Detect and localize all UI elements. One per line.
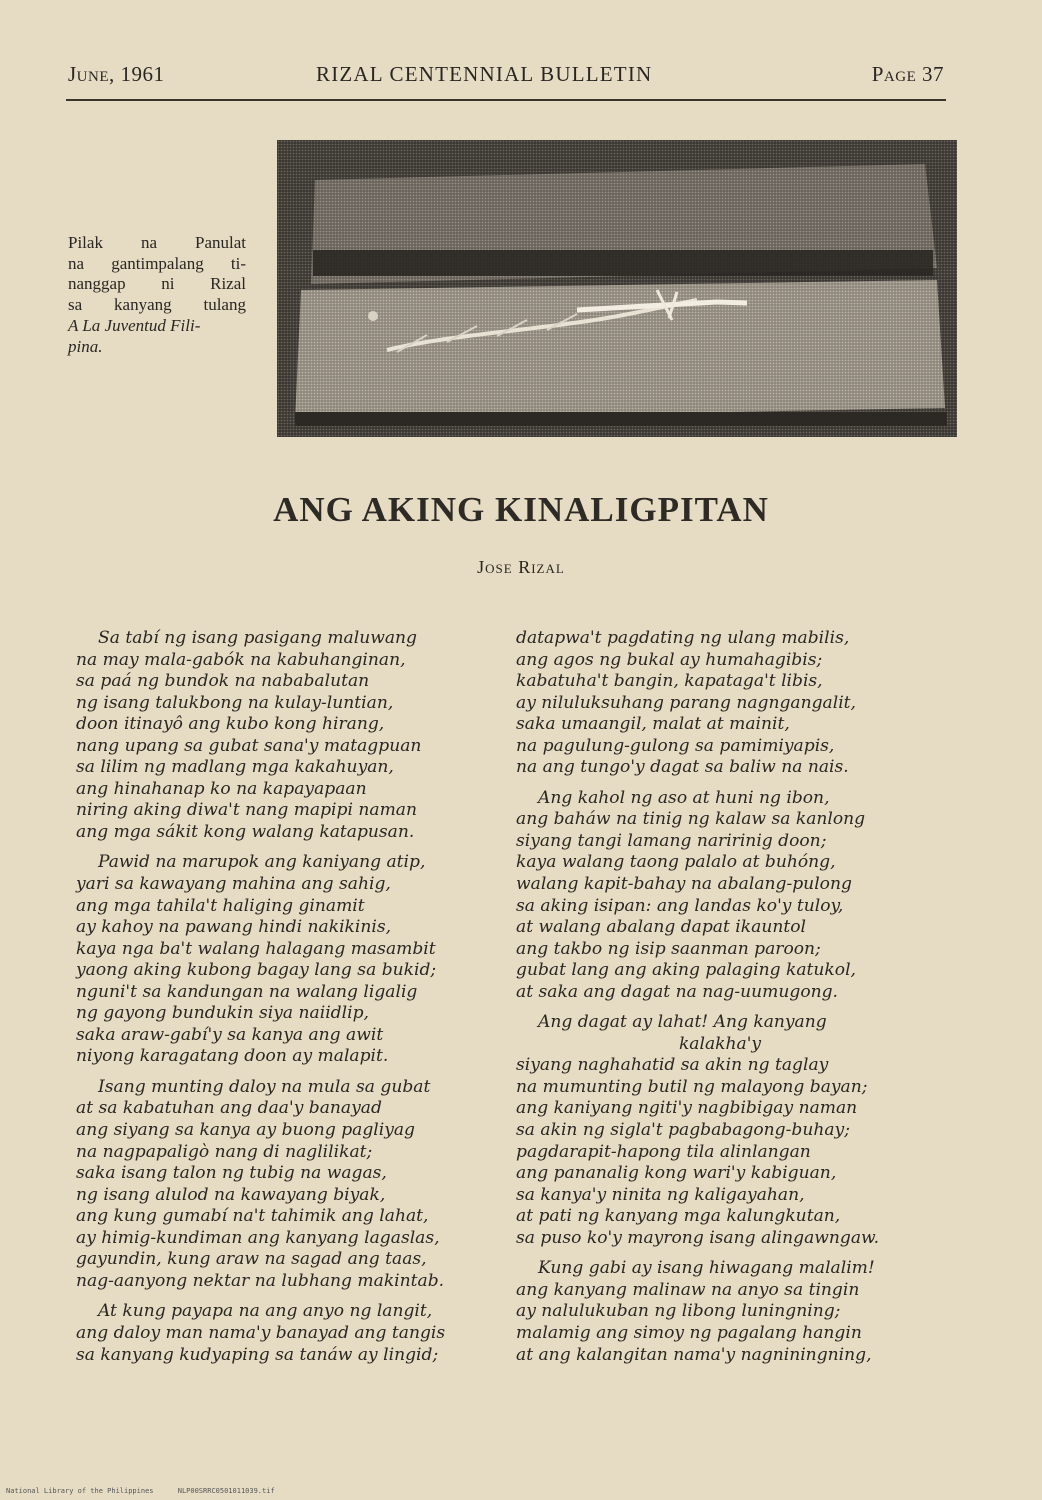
scan-filename: NLP00SRRC0501011039.tif [177,1487,275,1495]
stanza [516,788,956,1003]
poem-line: Isang munting daloy na mula sa gubat [98,1076,431,1097]
poem-line: saka umaangil, malat at mainit, [516,714,790,735]
poem-line: gubat lang ang aking palaging katukol, [516,960,856,981]
poem-line: ng isang talukbong na kulay-luntian, [76,692,394,713]
poem-line: ng gayong bundukin siya naiidlip, [76,1003,369,1024]
caption-poem-title: A La Juventud Fili- [68,315,201,335]
poem-author: Jose Rizal [477,557,565,577]
poem-line: sa kanya'y ninita ng kaligayahan, [516,1184,805,1205]
poem-line: ay nalulukuban ng libong luningning; [516,1301,841,1322]
stanza [76,628,504,843]
poem-line: datapwa't pagdating ng ulang mabilis, [516,628,850,648]
poem-line: siyang tangi lamang naririnig doon; [516,830,827,851]
poem-line: ang baháw na tinig ng kalaw sa kanlong [516,809,866,830]
poem-line: Pawid na marupok ang kaniyang atip, [98,852,426,873]
poem-line: sa lilim ng madlang mga kakahuyan, [76,757,394,778]
poem-line: nang upang sa gubat sana'y matagpuan [76,735,422,756]
poem-line: sa kanyang kudyaping sa tanáw ay lingid; [76,1344,439,1365]
poem-line: ang pananalig kong wari'y kabiguan, [516,1163,837,1184]
poem-title: ANG AKING KINALIGPITAN [273,490,769,529]
poem-line: sa paá ng bundok na nababalutan [76,671,370,692]
poem-line: niyong karagatang doon ay malapit. [76,1046,389,1067]
caption-line: na gantimpalang ti- [68,253,246,273]
poem-column-left [76,628,504,1375]
photo-caption [68,233,246,357]
poem-line: saka isang talon ng tubig na wagas, [76,1163,387,1184]
header-rule [66,99,946,101]
poem-line: sa aking isipan: ang landas ko'y tuloy, [516,895,844,916]
poem-line: kalakha'y [678,1033,762,1054]
poem-line: ang agos ng bukal ay humahagibis; [516,649,823,670]
poem-line: ng isang alulod na kawayang biyak, [76,1184,386,1205]
stanza [76,1077,504,1292]
poem-line: ang hinahanap ko na kapayapaan [76,778,367,799]
poem-line: ay niluluksuhang parang nagngangalit, [516,692,856,713]
poem-line: nguni't sa kandungan na walang ligalig [76,981,418,1002]
stanza [516,1258,956,1366]
poem-line: pagdarapit-hapong tila alinlangan [516,1141,811,1162]
poem-line: na mumunting butil ng malayong bayan; [516,1076,868,1097]
library-credit: National Library of the Philippines [6,1487,154,1495]
page-number: Page 37 [871,62,944,86]
publication-name: RIZAL CENTENNIAL BULLETIN [316,62,653,86]
poem-line: doon itinayô ang kubo kong hirang, [76,714,385,735]
poem-line: siyang naghahatid sa akin ng taglay [516,1055,829,1076]
poem-line: kaya walang taong palalo at buhóng, [516,852,836,873]
stanza [516,628,956,779]
poem-line: na may mala-gabók na kabuhanginan, [76,649,406,670]
poem-line: ang siyang sa kanya ay buong pagliyag [76,1120,415,1141]
poem-line: niring aking diwa't nang mapipi naman [76,800,417,821]
poem-line: ang daloy man nama'y banayad ang tangis [76,1322,446,1343]
poem-line: at sa kabatuhan ang daa'y banayad [76,1098,382,1119]
poem-line: ang takbo ng isip saanman paroon; [516,938,821,959]
poem-line: yaong aking kubong bagay lang sa bukid; [76,960,437,981]
scan-footer [6,1487,295,1495]
poem-line: na nagpapaligò nang di naglilikat; [76,1141,373,1162]
page-header [68,62,944,92]
caption-poem-title-cont: pina. [68,336,103,356]
poem-line: at saka ang dagat na nag-uumugong. [516,981,838,1002]
poem-line: at pati ng kanyang mga kalungkutan, [516,1206,841,1227]
poem-line: sa akin ng sigla't pagbabagong-buhay; [516,1120,850,1141]
poem-line: saka araw-gabí'y sa kanya ang awit [76,1024,384,1045]
poem-line: at walang abalang dapat ikauntol [516,917,806,938]
poem-line: ang kung gumabí na't tahimik ang lahat, [76,1206,429,1227]
poem-line: ang mga tahila't haliging ginamit [76,895,365,916]
poem-line: yari sa kawayang mahina ang sahig, [76,874,391,895]
poem-line: ay kahoy na pawang hindi nakikinis, [76,917,392,938]
poem-line: na pagulung-gulong sa pamimiyapis, [516,735,835,756]
poem-line: Sa tabí ng isang pasigang maluwang [98,628,417,648]
stanza [76,1301,504,1366]
poem-line: At kung payapa na ang anyo ng langit, [98,1301,433,1322]
stanza [76,852,504,1067]
poem-line: at ang kalangitan nama'y nagniningning, [516,1344,872,1365]
poem-line: ang kaniyang ngiti'y nagbibigay naman [516,1098,858,1119]
poem-line: ay himig-kundiman ang kanyang lagaslas, [76,1227,440,1248]
caption-line: Pilak na Panulat [68,233,246,252]
poem-line: gayundin, kung araw na sagad ang taas, [76,1249,427,1270]
poem-line: ang mga sákit kong walang katapusan. [76,821,415,842]
poem-line: kaya nga ba't walang halagang masambit [76,938,436,959]
silver-pen-photo [277,140,957,437]
poem-column-right [516,628,956,1375]
box-hinge-band [313,250,933,276]
poem-line: malamig ang simoy ng pagalang hangin [516,1322,862,1343]
caption-line: sa kanyang tulang [68,295,246,315]
poem-line: Ang kahol ng aso at huni ng ibon, [538,787,830,808]
poem-line: Kung gabi ay isang hiwagang malalim! [538,1258,875,1279]
poem-line: walang kapit-bahay na abalang-pulong [516,874,852,895]
stanza [516,1012,956,1249]
issue-date: June, 1961 [68,62,165,86]
poem-line: kabatuha't bangin, kapataga't libis, [516,671,823,692]
poem-line: sa puso ko'y mayrong isang alingawngaw. [516,1227,880,1248]
poem-line: na ang tungo'y dagat sa baliw na nais. [516,757,849,778]
poem-line: ang kanyang malinaw na anyo sa tingin [516,1279,860,1300]
poem-line: Ang dagat ay lahat! Ang kanyang [538,1012,827,1033]
box-front-edge [295,412,947,426]
caption-line: nanggap ni Rizal [68,274,246,294]
poem-line: nag-aanyong nektar na lubhang makintab. [76,1270,445,1291]
